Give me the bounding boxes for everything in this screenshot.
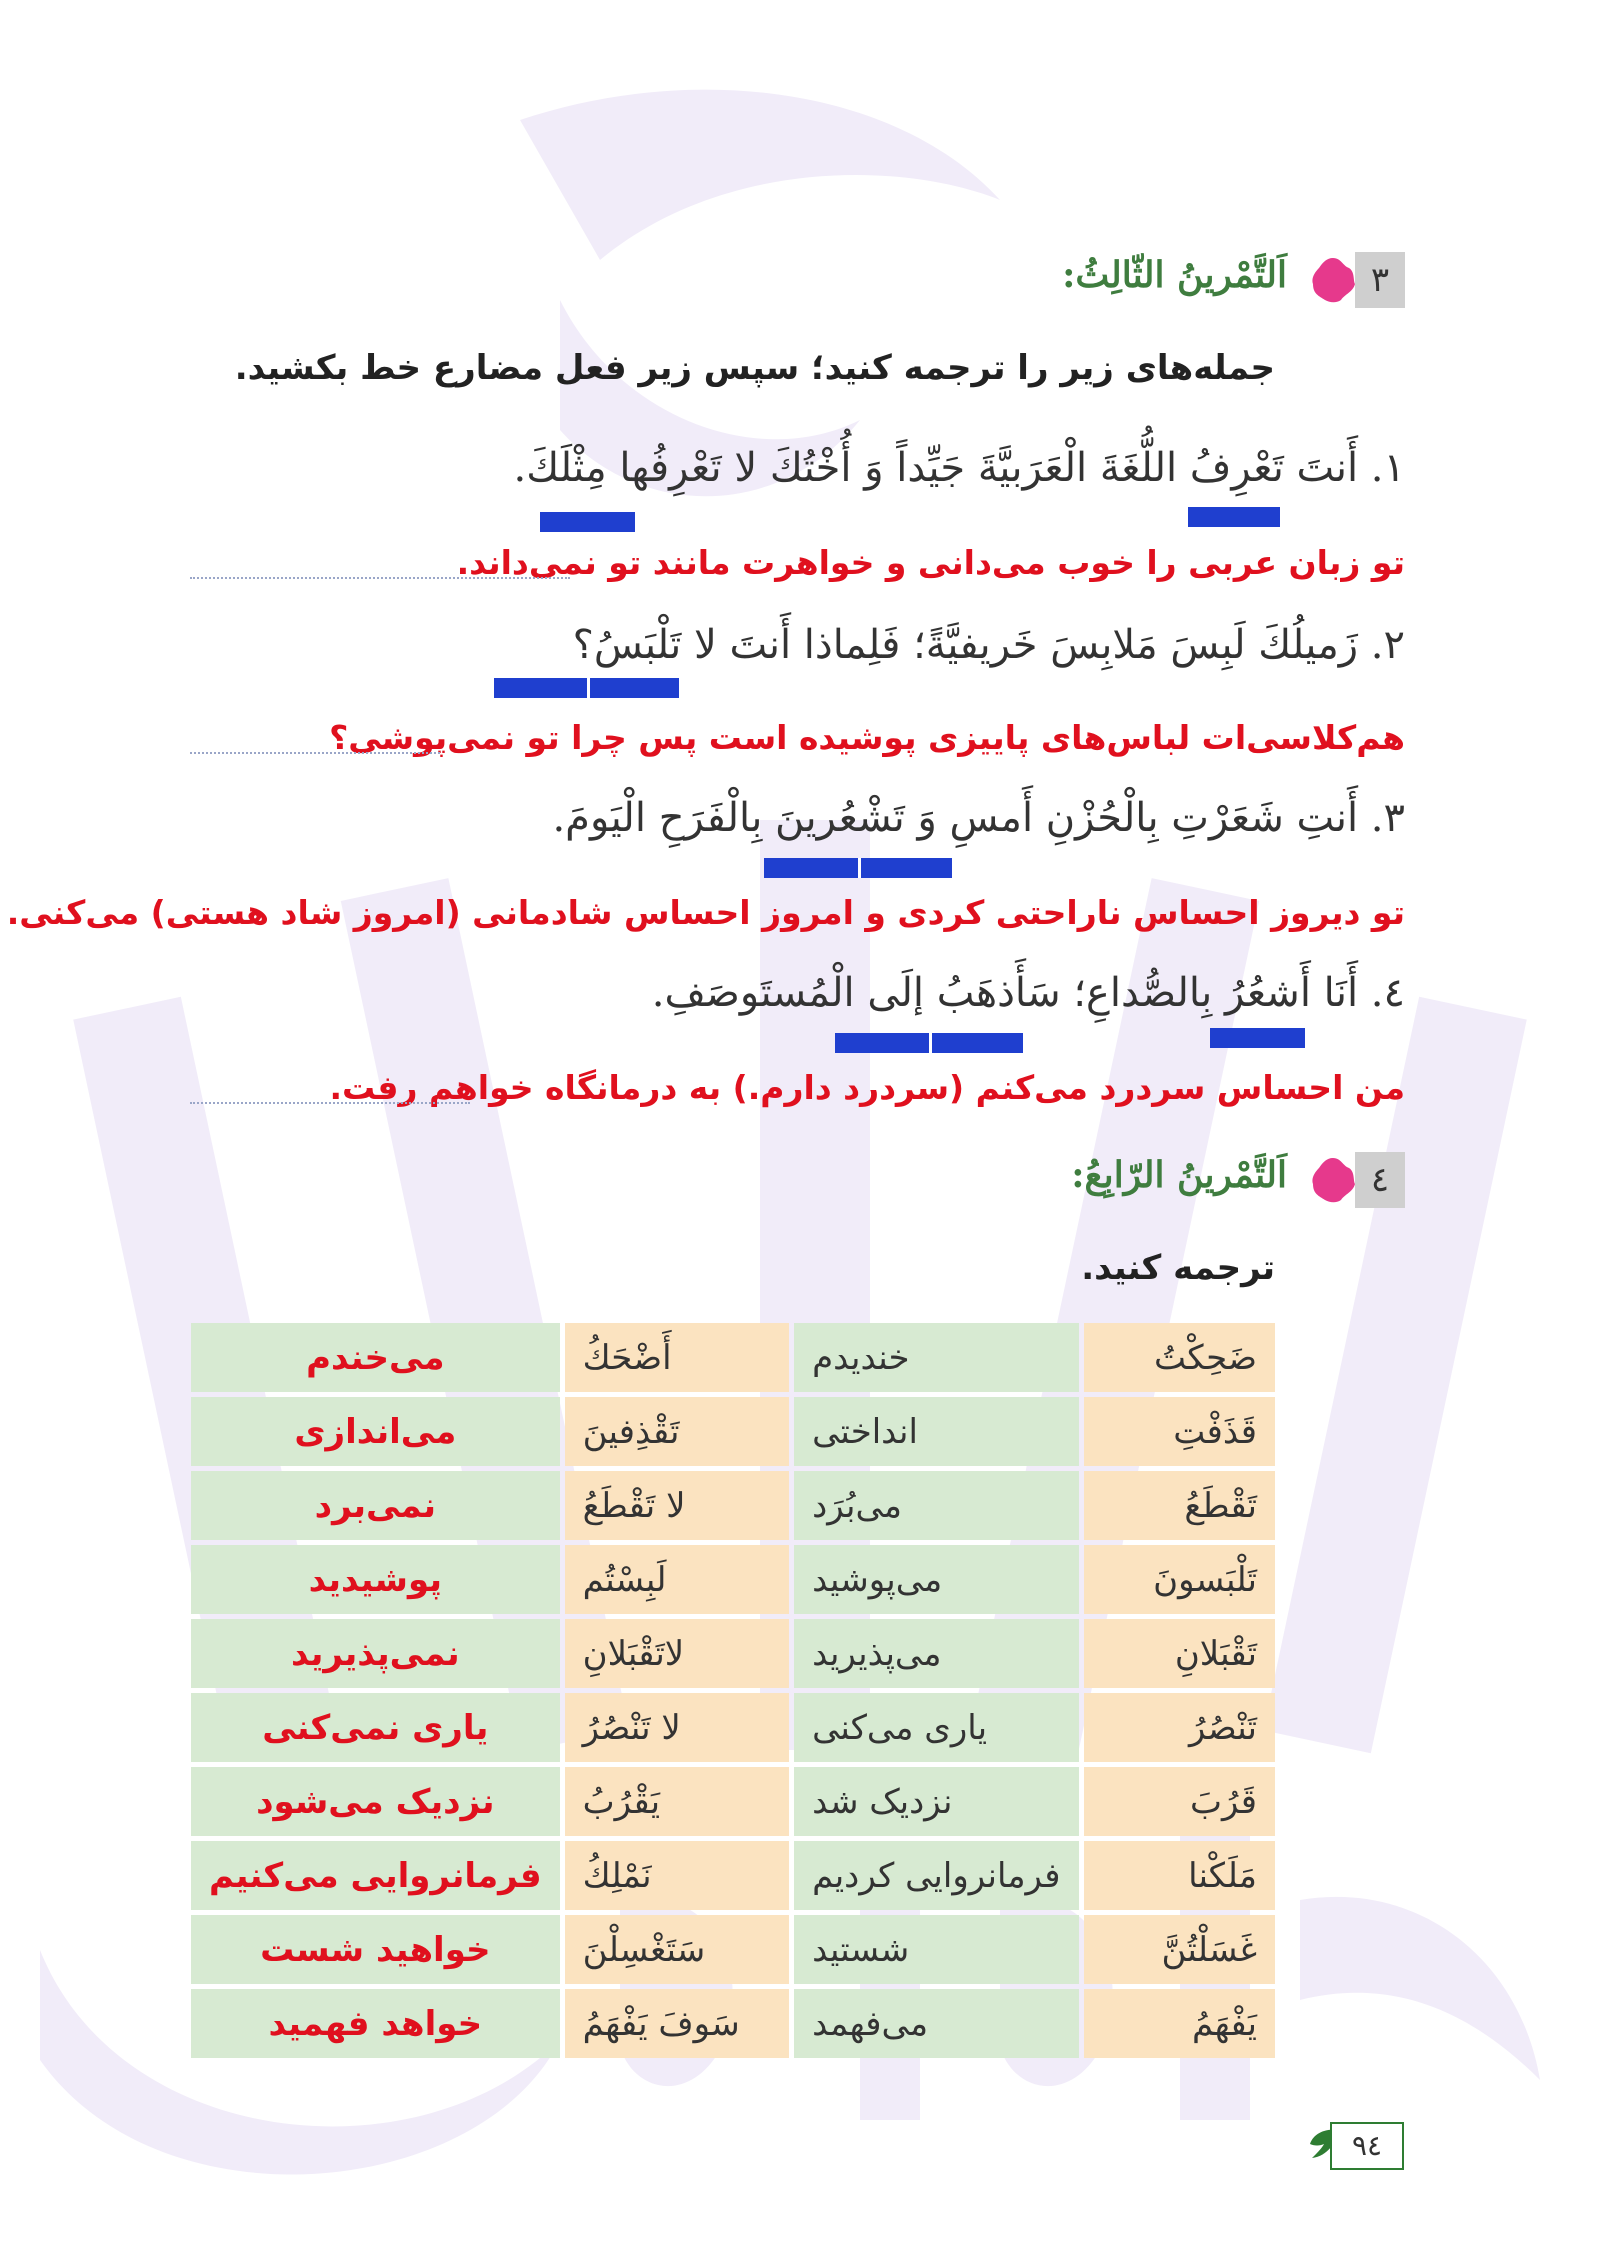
- underline-mark: [835, 1033, 1023, 1053]
- arabic-word: سَوفَ يَفْهَمُ: [565, 1989, 789, 2058]
- arabic-word: مَلَكْنا: [1084, 1841, 1275, 1910]
- arabic-word: قَذَفْتِ: [1084, 1397, 1275, 1466]
- sentence-4: ٤. أَنَا أَشعُرُ بِالصُّداعِ؛ سَأَذهَبُ إلَى الْمُستَوصَفِ.: [651, 970, 1405, 1016]
- table-row: [191, 1915, 1275, 1984]
- dotted-line: [190, 1102, 470, 1104]
- arabic-word: لاتَقْبَلانِ: [565, 1619, 789, 1688]
- flower-icon: [1307, 254, 1359, 306]
- answer-cell: نزدیک می‌شود: [191, 1767, 560, 1836]
- persian-translation: انداختی: [794, 1397, 1078, 1466]
- answer-cell: نمی‌برد: [191, 1471, 560, 1540]
- arabic-word: تَقْبَلانِ: [1084, 1619, 1275, 1688]
- table-row: [191, 1397, 1275, 1466]
- arabic-word: تَقْذِفينَ: [565, 1397, 789, 1466]
- exercise-number: ٣: [1355, 252, 1405, 308]
- arabic-word: يَقْرُبُ: [565, 1767, 789, 1836]
- answer-cell: پوشیدید: [191, 1545, 560, 1614]
- sentence-2: ٢. زَميلُكَ لَبِسَ مَلابِسَ خَريفيَّةً؛ فَلِماذا أَنتَ لا تَلْبَسُ؟: [572, 622, 1405, 668]
- persian-translation: می‌پذیرید: [794, 1619, 1078, 1688]
- answer-2: هم‌کلاسی‌ات لباس‌های پاییزی پوشیده است پس چرا تو نمی‌پوشی؟: [329, 718, 1405, 757]
- persian-translation: می‌بُرَد: [794, 1471, 1078, 1540]
- persian-translation: شستید: [794, 1915, 1078, 1984]
- table-row: [191, 1545, 1275, 1614]
- exercise-4-header: [805, 1152, 1405, 1212]
- table-row: [191, 1323, 1275, 1392]
- answer-cell: خواهید شست: [191, 1915, 560, 1984]
- answer-cell: نمی‌پذیرید: [191, 1619, 560, 1688]
- table-row: [191, 1767, 1275, 1836]
- arabic-word: تَلْبَسونَ: [1084, 1545, 1275, 1614]
- answer-3: تو دیروز احساس ناراحتی کردی و امروز احساس شادمانی (امروز شاد هستی) می‌کنی.: [6, 893, 1405, 932]
- persian-translation: فرمانروایی کردیم: [794, 1841, 1078, 1910]
- arabic-word: يَفْهَمُ: [1084, 1989, 1275, 2058]
- underline-mark: [1210, 1028, 1305, 1048]
- arabic-word: نَمْلِكُ: [565, 1841, 789, 1910]
- arabic-word: لَبِسْتُم: [565, 1545, 789, 1614]
- arabic-word: لا تَنْصُرُ: [565, 1693, 789, 1762]
- answer-cell: می‌اندازی: [191, 1397, 560, 1466]
- underline-mark: [764, 858, 952, 878]
- arabic-word: ضَحِكْتُ: [1084, 1323, 1275, 1392]
- answer-4: من احساس سردرد می‌کنم (سردرد دارم.) به درمانگاه خواهم رفت.: [329, 1068, 1405, 1107]
- arabic-word: تَنْصُرُ: [1084, 1693, 1275, 1762]
- persian-translation: خندیدم: [794, 1323, 1078, 1392]
- underline-mark: [1188, 507, 1280, 527]
- exercise-3-instruction: جمله‌های زیر را ترجمه کنید؛ سپس زیر فعل مضارع خط بکشید.: [234, 348, 1275, 388]
- answer-cell: یاری نمی‌کنی: [191, 1693, 560, 1762]
- table-row: [191, 1841, 1275, 1910]
- table-row: [191, 1989, 1275, 2058]
- exercise-title: اَلتَّمْرينُ الثّالِثُ:: [1062, 254, 1287, 296]
- dotted-line: [190, 577, 570, 579]
- dotted-line: [190, 752, 440, 754]
- exercise-3-header: [805, 252, 1405, 312]
- underline-mark: [540, 512, 635, 532]
- table-row: [191, 1471, 1275, 1540]
- sentence-1: ١. أَنتَ تَعْرِفُ اللُّغَةَ الْعَرَبيَّةَ جَيِّداً وَ أُخْتُكَ لا تَعْرِفُها مِثْلَكَ.: [513, 445, 1405, 491]
- arabic-word: أَضْحَكُ: [565, 1323, 789, 1392]
- page-number: ٩٤: [1330, 2122, 1404, 2170]
- arabic-word: تَقْطَعُ: [1084, 1471, 1275, 1540]
- answer-1: تو زبان عربی را خوب می‌دانی و خواهرت مانند تو نمی‌داند.: [456, 543, 1405, 582]
- arabic-word: قَرُبَ: [1084, 1767, 1275, 1836]
- flower-icon: [1307, 1154, 1359, 1206]
- persian-translation: می‌پوشید: [794, 1545, 1078, 1614]
- persian-translation: یاری می‌کنی: [794, 1693, 1078, 1762]
- answer-cell: می‌خندم: [191, 1323, 560, 1392]
- sentence-3: ٣. أَنتِ شَعَرْتِ بِالْحُزْنِ أَمسِ وَ تَشْعُرينَ بِالْفَرَحِ الْيَومَ.: [552, 795, 1405, 841]
- exercise-4-instruction: ترجمه کنید.: [1081, 1248, 1275, 1288]
- arabic-word: غَسَلْتُنَّ: [1084, 1915, 1275, 1984]
- exercise-title: اَلتَّمْرينُ الرّابِعُ:: [1071, 1154, 1287, 1196]
- table-row: [191, 1619, 1275, 1688]
- persian-translation: می‌فهمد: [794, 1989, 1078, 2058]
- answer-cell: خواهد فهمید: [191, 1989, 560, 2058]
- exercise-number: ٤: [1355, 1152, 1405, 1208]
- arabic-word: لا تَقْطَعُ: [565, 1471, 789, 1540]
- answer-cell: فرمانروایی می‌کنیم: [191, 1841, 560, 1910]
- arabic-word: سَتَغْسِلْنَ: [565, 1915, 789, 1984]
- persian-translation: نزدیک شد: [794, 1767, 1078, 1836]
- table-row: [191, 1693, 1275, 1762]
- underline-mark: [494, 678, 679, 698]
- translation-table: [186, 1318, 1280, 2063]
